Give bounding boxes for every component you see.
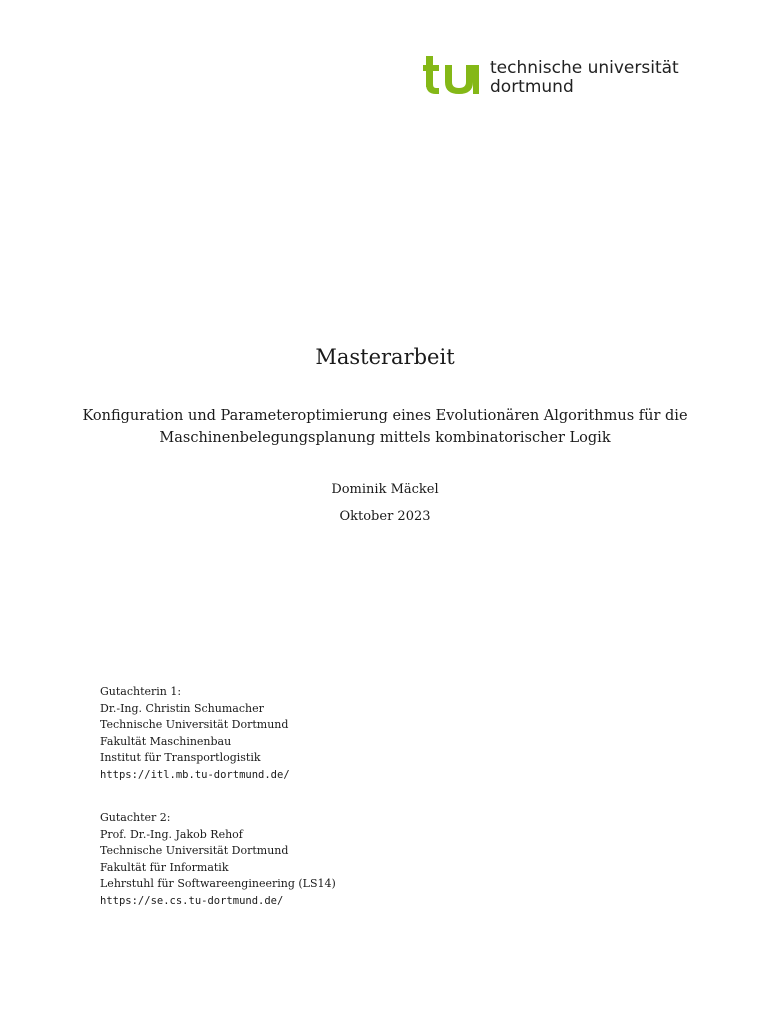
thesis-title [0,405,770,449]
reviewer-faculty: Fakultät Maschinenbau [100,734,232,748]
reviewer-institute: Institut für Transportlogistik [100,751,261,764]
tu-logo-icon [423,54,481,96]
submission-date: Oktober 2023 [339,509,431,524]
logo-wordmark [490,59,679,97]
reviewer-name: Dr.-Ing. Christin Schumacher [100,701,264,715]
reviewer-2-block [100,810,336,909]
reviewer-university: Technische Universität Dortmund [100,844,289,857]
author-name: Dominik Mäckel [331,482,439,497]
reviewer-name: Prof. Dr.-Ing. Jakob Rehof [100,827,243,841]
reviewer-url-link[interactable]: https://se.cs.tu-dortmund.de/ [100,894,284,907]
reviewer-university: Technische Universität Dortmund [100,718,289,731]
document-type: Masterarbeit [315,345,455,369]
reviewer-label: Gutachterin 1: [100,685,182,698]
reviewer-faculty: Fakultät für Informatik [100,860,229,874]
thesis-title-line-2: Maschinenbelegungsplanung mittels kombinatorischer Logik [159,430,611,446]
logo-line-university: technische universität [490,58,679,78]
thesis-title-line-1: Konfiguration und Parameteroptimierung eines Evolutionären Algorithmus für die [82,408,688,424]
reviewer-1-block [100,684,290,783]
reviewer-url-link[interactable]: https://itl.mb.tu-dortmund.de/ [100,768,290,781]
reviewer-institute: Lehrstuhl für Softwareengineering (LS14) [100,877,336,890]
logo-line-city: dortmund [490,77,574,97]
reviewer-label: Gutachter 2: [100,811,171,824]
